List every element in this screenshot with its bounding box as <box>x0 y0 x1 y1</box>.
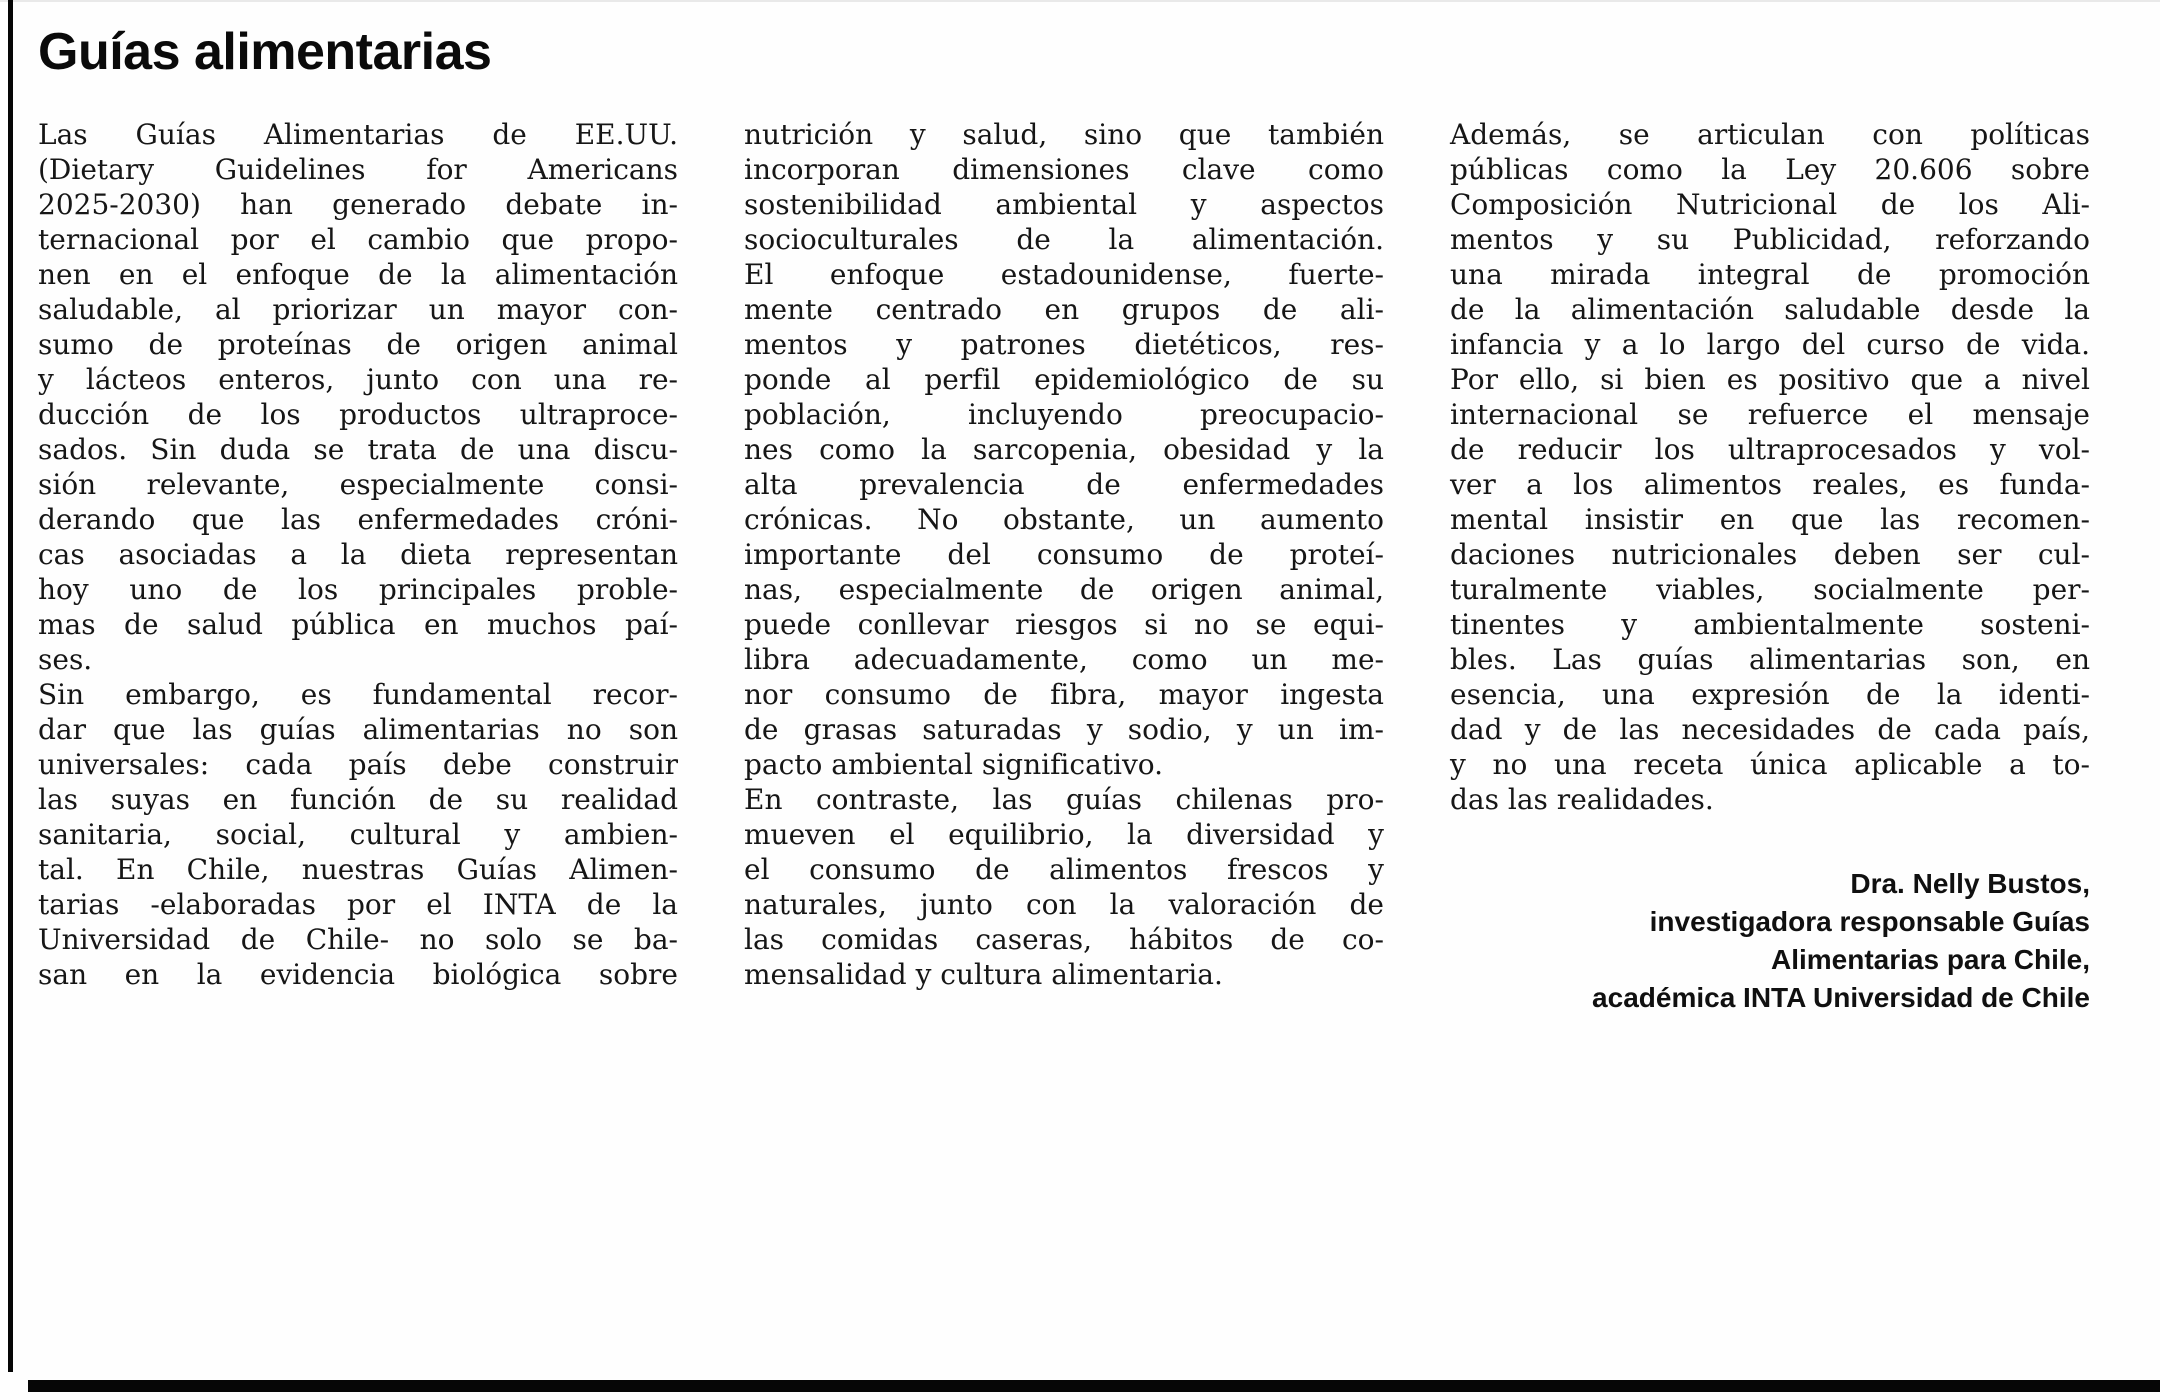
text-line: tinentes y ambientalmente sosteni- <box>1450 608 2090 642</box>
text-line: dad y de las necesidades de cada país, <box>1450 713 2090 747</box>
text-line: mente centrado en grupos de ali- <box>744 293 1384 327</box>
article-column-2 <box>744 117 1384 1017</box>
text-line: bles. Las guías alimentarias son, en <box>1450 643 2090 677</box>
text-line: incorporan dimensiones clave como <box>744 153 1384 187</box>
text-line: ponde al perfil epidemiológico de su <box>744 363 1384 397</box>
text-line: ternacional por el cambio que propo- <box>38 223 678 257</box>
text-line: de la alimentación saludable desde la <box>1450 293 2090 327</box>
text-line: dar que las guías alimentarias no son <box>38 713 678 747</box>
text-line: mentos y su Publicidad, reforzando <box>1450 223 2090 257</box>
text-line: tarias -elaboradas por el INTA de la <box>38 888 678 922</box>
text-line: una mirada integral de promoción <box>1450 258 2090 292</box>
text-line: importante del consumo de proteí- <box>744 538 1384 572</box>
signature-line: Dra. Nelly Bustos, <box>1850 868 2090 900</box>
text-line: socioculturales de la alimentación. <box>744 223 1384 257</box>
article-column-1 <box>38 117 678 1017</box>
signature-line: académica INTA Universidad de Chile <box>1592 982 2090 1014</box>
column-1-lines <box>38 117 678 992</box>
text-line: ses. <box>38 643 93 677</box>
text-line: 2025-2030) han generado debate in- <box>38 188 678 222</box>
text-line: En contraste, las guías chilenas pro- <box>744 783 1384 817</box>
article-title: Guías alimentarias <box>38 23 492 81</box>
signature-block <box>1450 865 2090 1017</box>
text-line: y lácteos enteros, junto con una re- <box>38 363 678 397</box>
text-line: nen en el enfoque de la alimentación <box>38 258 678 292</box>
text-line: nes como la sarcopenia, obesidad y la <box>744 433 1384 467</box>
text-line: población, incluyendo preocupacio- <box>744 398 1384 432</box>
text-line: Por ello, si bien es positivo que a nivel <box>1450 363 2090 397</box>
column-2-lines <box>744 117 1384 992</box>
text-line: universales: cada país debe construir <box>38 748 678 782</box>
text-line: sión relevante, especialmente consi- <box>38 468 678 502</box>
article-column-3 <box>1450 117 2090 1017</box>
text-line: de grasas saturadas y sodio, y un im- <box>744 713 1384 747</box>
text-line: Las Guías Alimentarias de EE.UU. <box>38 118 678 152</box>
signature-line: Alimentarias para Chile, <box>1770 944 2090 976</box>
text-line: y no una receta única aplicable a to- <box>1450 748 2090 782</box>
text-line: mueven el equilibrio, la diversidad y <box>744 818 1384 852</box>
text-line: saludable, al priorizar un mayor con- <box>38 293 678 327</box>
text-line: de reducir los ultraprocesados y vol- <box>1450 433 2090 467</box>
text-line: esencia, una expresión de la identi- <box>1450 678 2090 712</box>
text-line: libra adecuadamente, como un me- <box>744 643 1384 677</box>
text-line: El enfoque estadounidense, fuerte- <box>744 258 1384 292</box>
text-line: Composición Nutricional de los Ali- <box>1450 188 2090 222</box>
text-line: mental insistir en que las recomen- <box>1450 503 2090 537</box>
text-line: das las realidades. <box>1450 783 1714 817</box>
text-line: tal. En Chile, nuestras Guías Alimen- <box>38 853 678 887</box>
text-line: alta prevalencia de enfermedades <box>744 468 1384 502</box>
top-edge-rule <box>0 0 2160 2</box>
text-line: cas asociadas a la dieta representan <box>38 538 678 572</box>
text-line: sados. Sin duda se trata de una discu- <box>38 433 678 467</box>
text-line: nutrición y salud, sino que también <box>744 118 1384 152</box>
text-line: infancia y a lo largo del curso de vida. <box>1450 328 2090 362</box>
text-line: el consumo de alimentos frescos y <box>744 853 1384 887</box>
text-line: turalmente viables, socialmente per- <box>1450 573 2090 607</box>
text-line: sostenibilidad ambiental y aspectos <box>744 188 1384 222</box>
text-line: públicas como la Ley 20.606 sobre <box>1450 153 2090 187</box>
column-3-lines <box>1450 117 2090 817</box>
text-line: derando que las enfermedades cróni- <box>38 503 678 537</box>
text-line: Además, se articulan con políticas <box>1450 118 2090 152</box>
text-line: nor consumo de fibra, mayor ingesta <box>744 678 1384 712</box>
text-line: mas de salud pública en muchos paí- <box>38 608 678 642</box>
text-line: puede conllevar riesgos si no se equi- <box>744 608 1384 642</box>
text-line: Sin embargo, es fundamental recor- <box>38 678 678 712</box>
text-line: (Dietary Guidelines for Americans <box>38 153 678 187</box>
text-line: hoy uno de los principales proble- <box>38 573 678 607</box>
text-line: pacto ambiental significativo. <box>744 748 1164 782</box>
text-line: daciones nutricionales deben ser cul- <box>1450 538 2090 572</box>
text-line: sanitaria, social, cultural y ambien- <box>38 818 678 852</box>
text-line: nas, especialmente de origen animal, <box>744 573 1384 607</box>
text-line: internacional se refuerce el mensaje <box>1450 398 2090 432</box>
text-line: naturales, junto con la valoración de <box>744 888 1384 922</box>
text-line: san en la evidencia biológica sobre <box>38 958 678 992</box>
article-content <box>38 24 2090 1017</box>
text-line: sumo de proteínas de origen animal <box>38 328 678 362</box>
text-line: las suyas en función de su realidad <box>38 783 678 817</box>
article-columns <box>38 117 2090 1017</box>
text-line: mentos y patrones dietéticos, res- <box>744 328 1384 362</box>
text-line: ducción de los productos ultraproce- <box>38 398 678 432</box>
text-line: Universidad de Chile- no solo se ba- <box>38 923 678 957</box>
text-line: crónicas. No obstante, un aumento <box>744 503 1384 537</box>
text-line: ver a los alimentos reales, es funda- <box>1450 468 2090 502</box>
text-line: mensalidad y cultura alimentaria. <box>744 958 1223 992</box>
left-border-rule <box>8 0 13 1372</box>
text-line: las comidas caseras, hábitos de co- <box>744 923 1384 957</box>
signature-line: investigadora responsable Guías <box>1649 906 2090 938</box>
bottom-rule <box>28 1380 2160 1392</box>
